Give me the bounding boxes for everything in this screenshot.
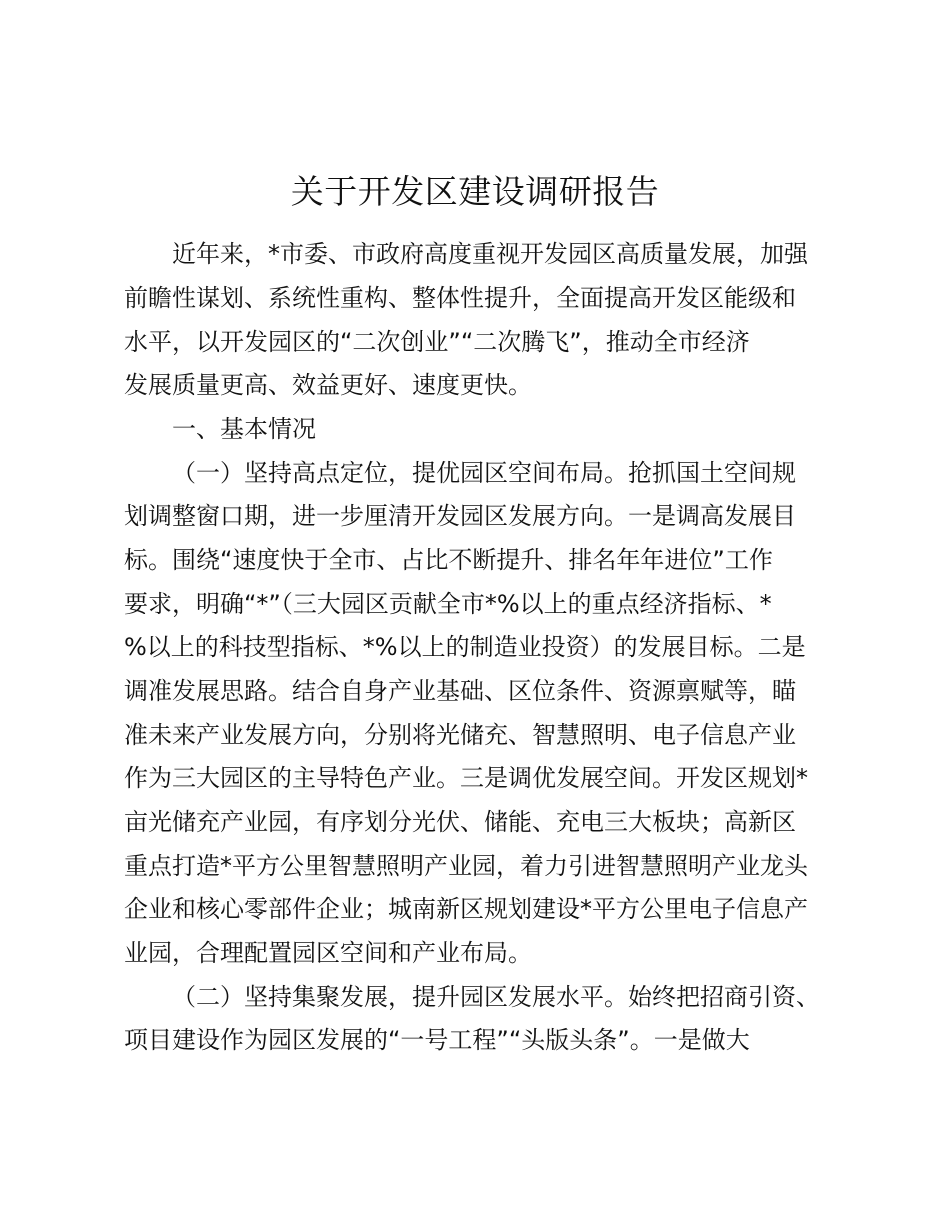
paragraph-2-line-2: 划调整窗口期，进一步厘清开发园区发展方向。一是调高发展目 [124,502,796,530]
paragraph-3-line-1: （二）坚持集聚发展，提升园区发展水平。始终把招商引资、 [172,983,820,1011]
paragraph-2-line-11: 企业和核心零部件企业；城南新区规划建设*平方公里电子信息产 [124,895,808,923]
document-title: 关于开发区建设调研报告 [290,172,660,211]
paragraph-2-line-12: 业园，合理配置园区空间和产业布局。 [124,939,532,967]
paragraph-2-line-9: 亩光储充产业园，有序划分光伏、储能、充电三大板块；高新区 [124,808,796,836]
paragraph-2-line-7: 准未来产业发展方向，分别将光储充、智慧照明、电子信息产业 [124,721,796,749]
paragraph-2-line-1: （一）坚持高点定位，提优园区空间布局。抢抓国土空间规 [172,459,796,487]
paragraph-1-line-4: 发展质量更高、效益更好、速度更快。 [124,371,532,399]
paragraph-2-line-4: 要求，明确“*”（三大园区贡献全市*%以上的重点经济指标、* [124,590,772,618]
paragraph-2-line-10: 重点打造*平方公里智慧照明产业园，着力引进智慧照明产业龙头 [124,852,808,880]
paragraph-1-line-3: 水平，以开发园区的“二次创业”“二次腾飞”，推动全市经济 [124,328,750,356]
paragraph-2-line-8: 作为三大园区的主导特色产业。三是调优发展空间。开发区规划* [124,764,808,792]
paragraph-3-line-2: 项目建设作为园区发展的“一号工程”“头版头条”。一是做大 [124,1026,750,1054]
paragraph-2-line-6: 调准发展思路。结合自身产业基础、区位条件、资源禀赋等，瞄 [124,677,796,705]
paragraph-1-line-2: 前瞻性谋划、系统性重构、整体性提升，全面提高开发区能级和 [124,284,796,312]
section-heading-basic-situation: 一、基本情况 [172,415,316,443]
paragraph-2-line-5: %以上的科技型指标、*%以上的制造业投资）的发展目标。二是 [124,633,806,661]
paragraph-1-line-1: 近年来，*市委、市政府高度重视开发园区高质量发展，加强 [172,240,808,268]
paragraph-2-line-3: 标。围绕“速度快于全市、占比不断提升、排名年年进位”工作 [124,546,773,574]
